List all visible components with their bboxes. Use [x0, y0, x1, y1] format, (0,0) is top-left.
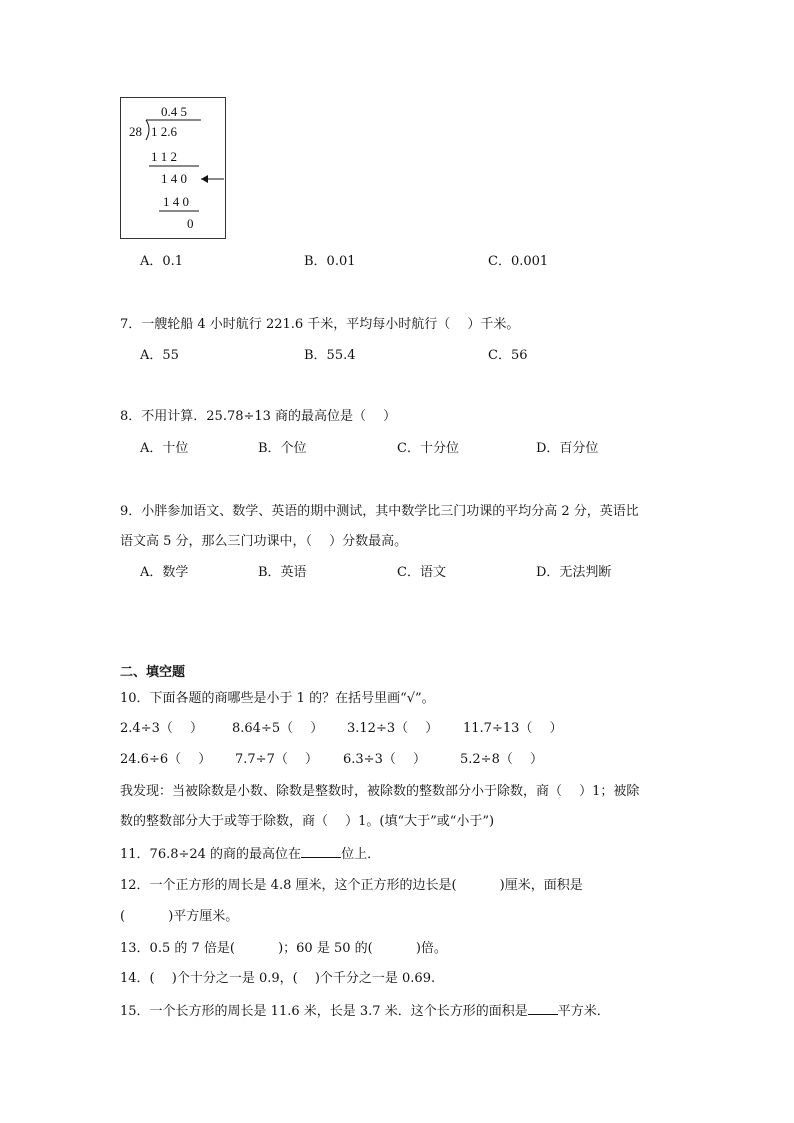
- q10-item-3[interactable]: 3.12÷3（ ）: [347, 721, 439, 736]
- q12-text-line2: ( )平方厘米。: [120, 909, 239, 924]
- q8-option-a[interactable]: A．十位: [140, 441, 189, 456]
- q10-item-8[interactable]: 5.2÷8（ ）: [460, 752, 543, 767]
- q15-text-before: 15．一个长方形的周长是 11.6 米，长是 3.7 米．这个长方形的面积是: [120, 1004, 528, 1019]
- q10-item-7[interactable]: 6.3÷3（ ）: [343, 752, 426, 767]
- ld-bracket: [146, 120, 149, 140]
- long-division-figure: [120, 97, 226, 239]
- ld-step2: 1 4 0: [161, 171, 187, 186]
- q10-text: 10．下面各题的商哪些是小于 1 的？在括号里画“√”。: [120, 691, 435, 706]
- ld-step1: 1 1 2: [151, 149, 177, 164]
- q6-option-c[interactable]: C．0.001: [488, 254, 549, 269]
- q7-option-b[interactable]: B．55.4: [304, 348, 356, 363]
- q6-option-a[interactable]: A．0.1: [140, 254, 184, 269]
- q10-finding-line1: 我发现：当被除数是小数、除数是整数时，被除数的整数部分小于除数，商（ ）1；被除: [120, 784, 640, 799]
- q10-item-6[interactable]: 7.7÷7（ ）: [235, 752, 318, 767]
- q8-option-d[interactable]: D．百分位: [536, 441, 599, 456]
- q8-option-b[interactable]: B．个位: [258, 441, 307, 456]
- q11-line: [120, 843, 380, 862]
- q8-option-c[interactable]: C．十分位: [397, 441, 459, 456]
- q9-option-c[interactable]: C．语文: [397, 565, 446, 580]
- q10-item-4[interactable]: 11.7÷13（ ）: [463, 721, 563, 736]
- section-title-fill-blanks: 二、填空题: [120, 665, 186, 680]
- q6-option-b[interactable]: B．0.01: [304, 254, 356, 269]
- q9-option-d[interactable]: D．无法判断: [536, 565, 612, 580]
- q7-text: 7．一艘轮船 4 小时航行 221.6 千米，平均每小时航行（ ）千米。: [120, 317, 520, 332]
- q15-text-after: 平方米．: [557, 1004, 610, 1019]
- q7-option-c[interactable]: C．56: [488, 348, 528, 363]
- q11-text-after: 位上．: [341, 847, 381, 862]
- q12-text-line1: 12．一个正方形的周长是 4.8 厘米，这个正方形的边长是( )厘米，面积是: [120, 878, 583, 893]
- long-division-svg: [121, 98, 227, 240]
- q11-text-before: 11．76.8÷24 的商的最高位在: [120, 847, 302, 862]
- q10-item-1[interactable]: 2.4÷3（ ）: [120, 721, 203, 736]
- ld-dividend: 1 2.6: [151, 124, 177, 139]
- q10-item-5[interactable]: 24.6÷6（ ）: [120, 752, 212, 767]
- q8-text: 8．不用计算．25.78÷13 商的最高位是（ ）: [120, 409, 397, 424]
- q10-finding-line2: 数的整数部分大于或等于除数，商（ ）1。(填“大于”或“小于”): [120, 814, 495, 829]
- q13-text: 13．0.5 的 7 倍是( )；60 是 50 的( )倍。: [120, 941, 447, 956]
- q11-answer-blank[interactable]: [301, 857, 341, 858]
- q15-line: [120, 1000, 610, 1019]
- q9-text-line2: 语文高 5 分，那么三门功课中，（ ）分数最高。: [120, 534, 408, 549]
- q9-option-a[interactable]: A．数学: [140, 565, 189, 580]
- q9-option-b[interactable]: B．英语: [258, 565, 307, 580]
- q7-option-a[interactable]: A．55: [140, 348, 179, 363]
- q14-text: 14．( )个十分之一是 0.9，( )个千分之一是 0.69.: [120, 971, 436, 986]
- q10-item-2[interactable]: 8.64÷5（ ）: [232, 721, 324, 736]
- ld-step3: 1 4 0: [163, 194, 189, 209]
- q15-answer-blank[interactable]: [528, 1014, 558, 1015]
- ld-arrow-head: [201, 175, 208, 183]
- q9-text-line1: 9．小胖参加语文、数学、英语的期中测试，其中数学比三门功课的平均分高 2 分，英语比: [120, 504, 639, 519]
- ld-divisor: 28: [129, 124, 142, 139]
- ld-remainder: 0: [187, 216, 194, 231]
- ld-quotient: 0.4 5: [161, 104, 187, 119]
